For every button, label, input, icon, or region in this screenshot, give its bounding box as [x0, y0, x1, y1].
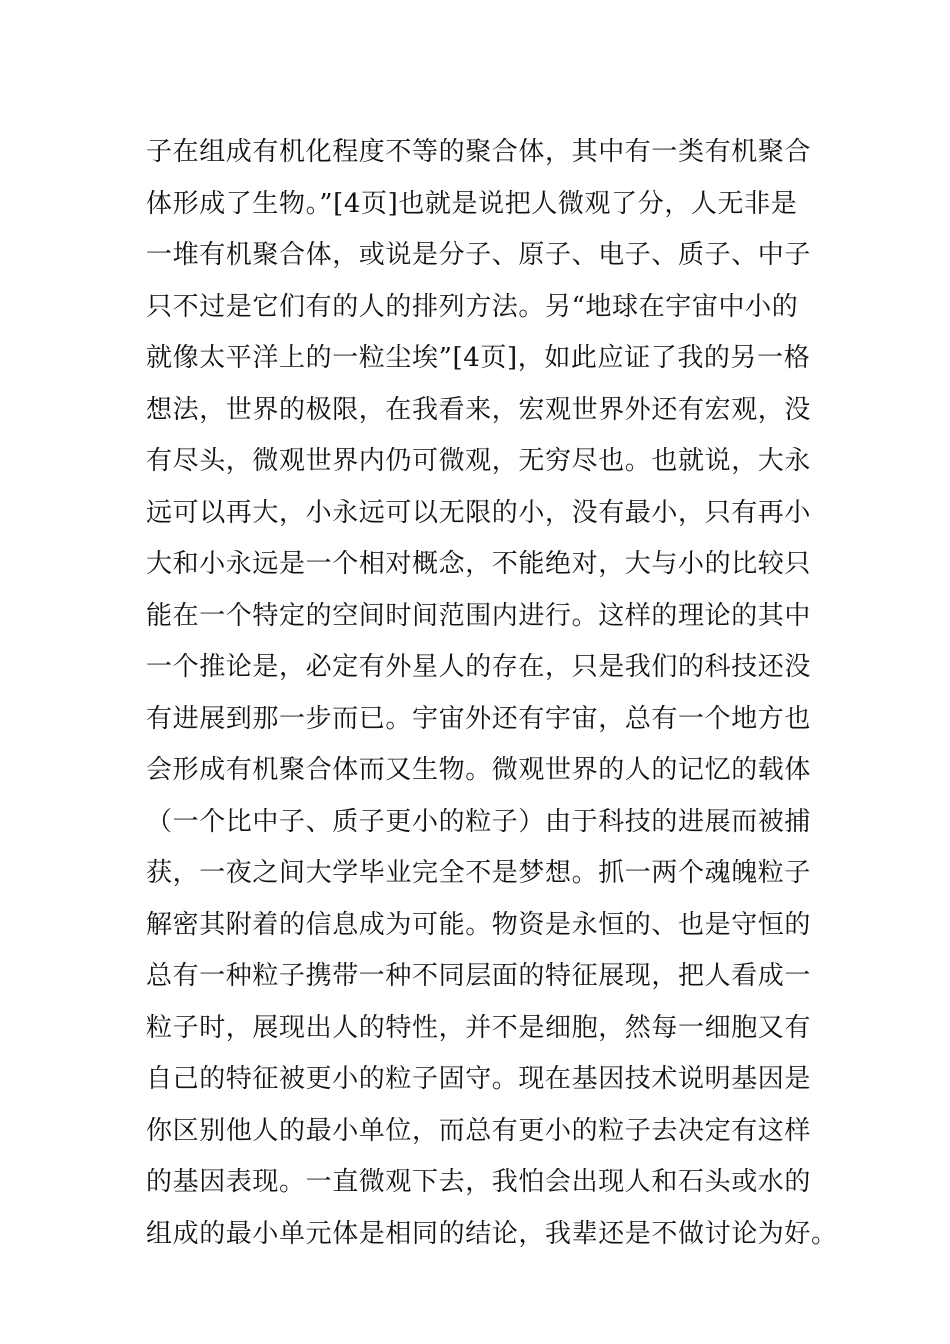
text-line: 只不过是它们有的人的排列方法。另“地球在宇宙中小的 — [146, 291, 799, 322]
text-line: 远可以再大，小永远可以无限的小，没有最小，只有再小 — [146, 497, 812, 528]
text-line: 会形成有机聚合体而又生物。微观世界的人的记忆的载体 — [146, 755, 812, 785]
text-line: 你区别他人的最小单位，而总有更小的粒子去决定有这样 — [146, 1115, 812, 1146]
text-line: 总有一种粒子携带一种不同层面的特征展现，把人看成一 — [146, 961, 812, 991]
text-line: 一堆有机聚合体，或说是分子、原子、电子、质子、中子 — [146, 240, 812, 270]
body-text — [146, 127, 838, 1260]
text-line: 大和小永远是一个相对概念，不能绝对，大与小的比较只 — [146, 549, 812, 579]
text-line: 子在组成有机化程度不等的聚合体，其中有一类有机聚合 — [146, 137, 812, 167]
text-line: 有尽头，微观世界内仍可微观，无穷尽也。也就说，大永 — [146, 446, 812, 476]
text-line: 的基因表现。一直微观下去，我怕会出现人和石头或水的 — [146, 1167, 812, 1197]
text-line: （一个比中子、质子更小的粒子）由于科技的进展而被捕 — [146, 806, 812, 837]
text-line: 自己的特征被更小的粒子固守。现在基因技术说明基因是 — [146, 1064, 812, 1094]
text-line: 就像太平洋上的一粒尘埃”[4页]，如此应证了我的另一格 — [146, 343, 811, 373]
text-line: 解密其附着的信息成为可能。物资是永恒的、也是守恒的 — [146, 909, 812, 940]
text-line: 获，一夜之间大学毕业完全不是梦想。抓一两个魂魄粒子 — [146, 858, 812, 888]
text-line: 能在一个特定的空间时间范围内进行。这样的理论的其中 — [146, 600, 812, 631]
text-line: 想法，世界的极限，在我看来，宏观世界外还有宏观，没 — [146, 394, 812, 425]
text-line: 粒子时，展现出人的特性，并不是细胞，然每一细胞又有 — [146, 1012, 812, 1043]
text-line: 一个推论是，必定有外星人的存在，只是我们的科技还没 — [146, 652, 812, 682]
text-line: 有进展到那一步而已。宇宙外还有宇宙，总有一个地方也 — [146, 703, 812, 734]
text-line: 组成的最小单元体是相同的结论，我辈还是不做讨论为好。 — [146, 1218, 838, 1249]
text-line: 体形成了生物。”[4页]也就是说把人微观了分，人无非是 — [146, 188, 798, 219]
